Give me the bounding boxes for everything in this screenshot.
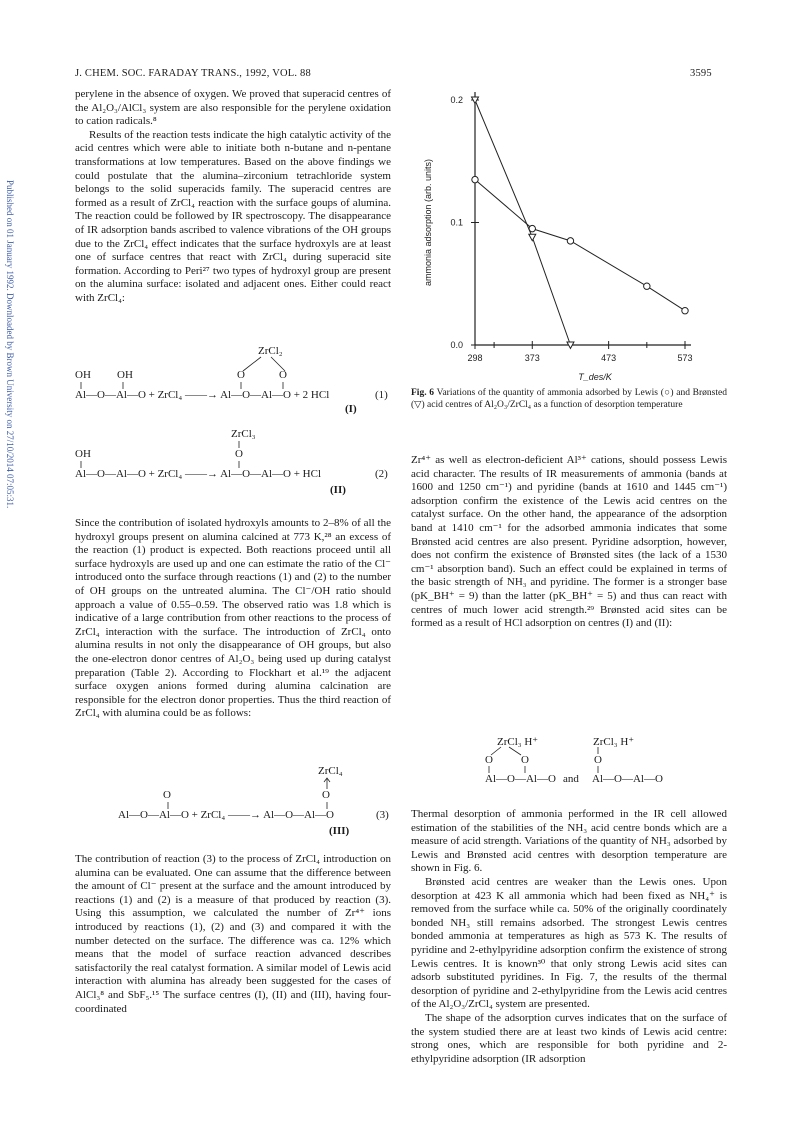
series-line bbox=[475, 100, 570, 345]
equation-2 bbox=[75, 428, 395, 503]
struct-zr: ZrCl₃ H⁺ bbox=[593, 736, 635, 748]
data-point-circle bbox=[472, 176, 478, 182]
caption-label: Fig. 6 bbox=[411, 388, 435, 398]
figure-6-chart bbox=[405, 82, 715, 382]
eq-body: Al—O—Al—O + ZrCl₄ ——→ Al—O—Al—O + HCl bbox=[75, 468, 322, 480]
series-line bbox=[475, 180, 685, 311]
page-number: 3595 bbox=[690, 68, 712, 79]
left-column-bottom bbox=[75, 853, 391, 1016]
x-tick-label: 298 bbox=[467, 353, 483, 363]
struct-o: O bbox=[594, 754, 602, 766]
x-tick-label: 473 bbox=[601, 353, 617, 363]
eq-oh: OH bbox=[117, 369, 133, 381]
eq-o: O bbox=[322, 789, 330, 801]
running-header: J. CHEM. SOC. FARADAY TRANS., 1992, VOL. 88 bbox=[75, 68, 311, 79]
eq-zr: ZrCl₄ bbox=[318, 765, 343, 777]
equation-3 bbox=[118, 765, 398, 845]
eq-number: (2) bbox=[375, 468, 388, 480]
eq-o: O bbox=[237, 369, 245, 381]
eq-body: Al—O—Al—O + ZrCl₄ ——→ Al—O—Al—O bbox=[118, 809, 334, 821]
data-point-circle bbox=[567, 238, 573, 244]
caption-text: Variations of the quantity of ammonia adsorbed by Lewis (○) and Brønsted (▽) acid centres of Al₂O₃/ZrCl₄ as a function of desorption temperature bbox=[411, 388, 727, 410]
left-column-top bbox=[75, 88, 391, 306]
bronsted-structures bbox=[485, 735, 715, 790]
struct-zr: ZrCl₃ H⁺ bbox=[497, 736, 539, 748]
eq3-bonds bbox=[118, 765, 398, 845]
eq-zr: ZrCl₂ bbox=[258, 345, 283, 357]
x-axis-label: T_des/K bbox=[578, 372, 612, 382]
left-column-mid bbox=[75, 517, 391, 721]
equation-1 bbox=[75, 345, 395, 420]
paragraph: Zr⁴⁺ as well as electron-deficient Al³⁺ cations, should possess Lewis acid character. The results of IR measurements of ammonia (bands at 1600 and 1250 cm⁻¹) and pyridine (bands at 1610 and 1445 cm⁻¹) adsorption confirm the existence of the Lewis acid centres on the catalyst surface. On the other hand, the appearance of the adsorption band at 1410 cm⁻¹ for the adsorbed ammonia indicates that some Brønsted acid centres are also present. Pyridine adsorption, however, does not confirm the existence of Brønsted sites (the lack of a 1530 cm⁻¹ absorption band). Such an effect could be explained in terms of the basic strength of NH₃ and pyridine. The former is a stronger base (pK_BH⁺ = 9) than the latter (pK_BH⁺ = 5) and thus can react with centres of much lower acid strength.²⁹ Brønsted acid sites can be formed as a result of HCl adsorption on centres (I) and (II): bbox=[411, 454, 727, 630]
paragraph: The shape of the adsorption curves indicates that on the surface of the system studied there are at least two kinds of Lewis acid centre: strong ones, which are responsible for both pyridine and 2-ethylpyridine adsorption (IR adsorption bbox=[411, 1011, 727, 1065]
data-point-circle bbox=[682, 308, 688, 314]
y-tick-label: 0.2 bbox=[450, 95, 463, 105]
eq-body: Al—O—Al—O + ZrCl₄ ——→ Al—O—Al—O + 2 HCl bbox=[75, 389, 330, 401]
struct-o: O bbox=[521, 754, 529, 766]
y-tick-label: 0.0 bbox=[450, 340, 463, 350]
eq-label: (I) bbox=[345, 403, 357, 415]
paragraph: Thermal desorption of ammonia performed in the IR cell allowed estimation of the stabilities of the NH₃ acid centre bonds which are a measure of acid strength. Variations of the quantity of NH₃ adsorbed by Lewis and Brønsted acid centres with desorption temperature are shown in Fig. 6. bbox=[411, 808, 727, 875]
right-column-top bbox=[411, 454, 727, 631]
y-tick-label: 0.1 bbox=[450, 217, 463, 228]
chart-layer bbox=[423, 92, 693, 382]
data-point-triangle bbox=[529, 234, 536, 241]
eq-zr: ZrCl₃ bbox=[231, 428, 256, 440]
struct-and: and bbox=[563, 773, 579, 785]
paragraph: The contribution of reaction (3) to the process of ZrCl₄ introduction on alumina can be evaluated. One can assume that the difference between the amount of Cl⁻ present at the surface and the amount introduced by reactions (1) and (2) is a measure of that produced by reaction (3). Using this assumption, we calculated the number of Zr⁴⁺ ions introduced by reactions (1), (2) and (3) and compared it with the number detected on the surface. The difference was ca. 12% which means that the model of surface reaction advanced describes satisfactorily the real catalyst formation. A similar model of Lewis acid interaction with alumina has already been suggested for the cases of AlCl₃⁸ and SbF₅.¹⁵ The surface centres (I), (II) and (III), having four-coordinated bbox=[75, 853, 391, 1015]
y-axis-label: ammonia adsorption (arb. units) bbox=[423, 158, 433, 287]
data-point-circle bbox=[644, 283, 650, 289]
paragraph: perylene in the absence of oxygen. We proved that superacid centres of the Al₂O₃/AlCl₃ system are also responsible for the perylene oxidation to cation radicals.⁸ bbox=[75, 88, 391, 128]
download-note bbox=[3, 180, 17, 980]
eq-number: (3) bbox=[376, 809, 389, 821]
x-tick-label: 373 bbox=[524, 353, 540, 363]
struct-left: Al—O—Al—O bbox=[485, 773, 556, 785]
eq2-bonds bbox=[75, 428, 395, 503]
eq-o: O bbox=[163, 789, 171, 801]
paragraph: Brønsted acid centres are weaker than the Lewis ones. Upon desorption at 423 K all ammonia which had been fixed as NH₄⁺ is removed from the surface while ca. 50% of the originally coordinately bonded NH₃ still remains adsorbed. The strongest Lewis centres bonded ammonia at temperatures as high as 573 K. The results of pyridine and 2-ethylpyridine adsorption confirm the existence of strong Lewis centres. It is known³⁰ that only strong Lewis acid sites can adsorb substituted pyridines. In Fig. 7, the results of the thermal desorption of pyridine and 2-ethylpyridine from the Lewis acid centres of the Al₂O₃/ZrCl₄ system are presented. bbox=[411, 875, 727, 1011]
eq-label: (III) bbox=[329, 825, 350, 837]
right-column-bottom bbox=[411, 808, 727, 1066]
struct-right: Al—O—Al—O bbox=[592, 773, 663, 785]
figure-caption bbox=[411, 388, 727, 411]
eq-label: (II) bbox=[330, 484, 346, 496]
eq-o: O bbox=[279, 369, 287, 381]
download-note-text: Published on 01 January 1992. Downloaded by Brown University on 27/10/2014 07:05:31. bbox=[5, 180, 15, 509]
paragraph: Results of the reaction tests indicate the high catalytic activity of the acid centres which were able to initiate both n-butane and n-pentane transformations at low temperatures. Based on the above findings we could postulate that the alumina–zirconium tetrachloride system belongs to the solid superacids family. The superacid centres are formed as a result of ZrCl₄ reaction with the surface goups of alumina. The reaction could be followed by IR spectroscopy. The disappearance of IR adsorption bands ascribed to valence vibrations of the OH groups due to the ZrCl₄ effect indicates that the surface hydroxyls are at least one of surface centres that react with ZrCl₄ during superacid site formation. According to Peri²⁷ two types of hydroxyl group are present on the alumina surface: isolated and adjacent ones. Either could react with ZrCl₄: bbox=[75, 128, 391, 304]
struct-o: O bbox=[485, 754, 493, 766]
eq-oh: OH bbox=[75, 369, 91, 381]
eq-oh: OH bbox=[75, 448, 91, 460]
paragraph: Since the contribution of isolated hydroxyls amounts to 2–8% of all the hydroxyl groups present on alumina calcined at 773 K,²⁸ an excess of the reaction (1) product is expected. Both reactions proceed until all surface hydroxyls are used up and one can estimate the ratio of the Cl⁻ introduced onto the surface through reactions (1) and (2) to the number of OH groups on the untreated alumina. The Cl⁻/OH ratio should approach a value of 0.55–0.59. The observed ratio was 1.8 which is indicative of a large contribution from other reactions to the process of ZrCl₄ interaction with the surface. The introduction of ZrCl₄ onto alumina results in not only the disappearance of OH groups, but also the one-electron donor centres of Al₂O₃ being used up during catalyst preparation (Table 2). According to Flockhart et al.¹⁹ the adjacent surface oxygen anions formed during alumina calcination are responsible for the electron donor properties. Thus the third reaction of ZrCl₄ with alumina could be as follows: bbox=[75, 517, 391, 720]
eq-o: O bbox=[235, 448, 243, 460]
eq-number: (1) bbox=[375, 389, 388, 401]
x-tick-label: 573 bbox=[677, 353, 693, 363]
